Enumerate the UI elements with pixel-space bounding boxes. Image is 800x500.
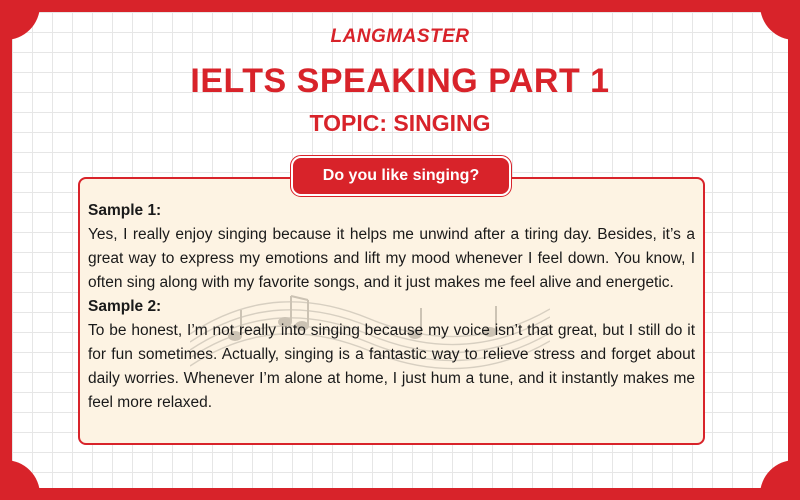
page-title: IELTS SPEAKING PART 1 — [190, 62, 610, 100]
topic-subtitle: TOPIC: SINGING — [309, 110, 491, 136]
answer-text — [88, 199, 695, 415]
brand-logo: LANGMASTER — [330, 26, 470, 47]
sample-text: To be honest, I’m not really into singing because my voice isn’t that great, but I still do it for fun sometimes. Actually, singing is a fantastic way to relieve stress and forget about daily worries. Whenever I’m alone at home, I just hum a tune, and it instantly makes me feel more relaxed. — [88, 322, 695, 411]
sample-label: Sample 2: — [88, 298, 162, 315]
question-badge: Do you like singing? — [291, 156, 511, 196]
corner-decoration — [760, 460, 788, 488]
answer-card — [78, 177, 705, 445]
corner-decoration — [12, 460, 40, 488]
sample-text: Yes, I really enjoy singing because it helps me unwind after a tiring day. Besides, it’s a great way to express my emotions and lift my mood whenever I feel down. You know, I often sing along with my favorite songs, and it just makes me feel alive and energetic. — [88, 226, 695, 291]
sample-label: Sample 1: — [88, 202, 162, 219]
